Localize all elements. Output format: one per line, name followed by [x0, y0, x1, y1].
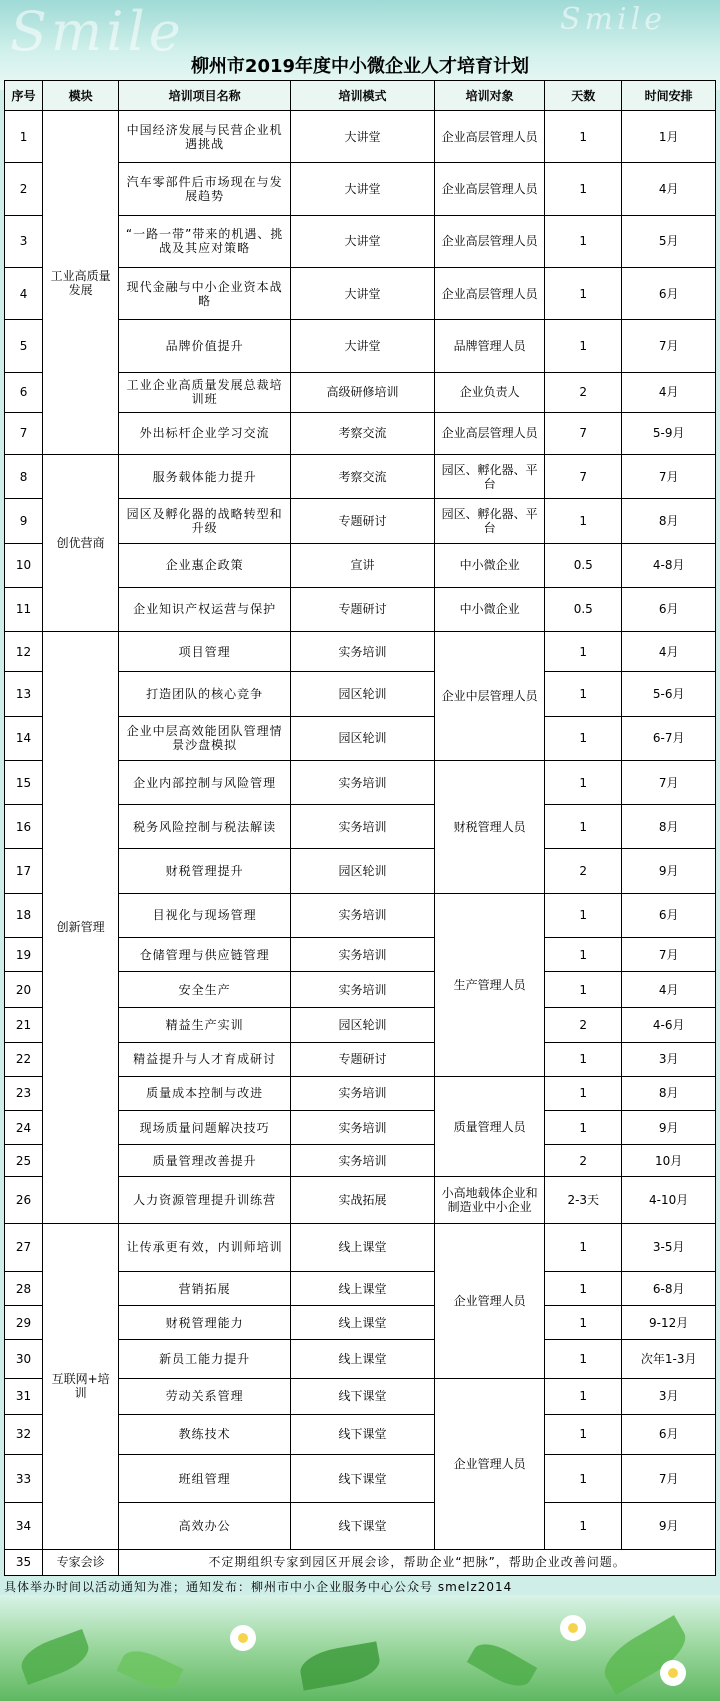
row-mode: 线上课堂: [291, 1223, 435, 1271]
row-name: 工业企业高质量发展总裁培训班: [119, 372, 291, 412]
row-name: 教练技术: [119, 1414, 291, 1454]
row-time: 4月: [622, 372, 716, 412]
row-time: 9月: [622, 849, 716, 893]
row-time: 9月: [622, 1110, 716, 1144]
row-mode: 大讲堂: [291, 320, 435, 372]
row-days: 1: [545, 499, 622, 543]
row-days: 1: [545, 1503, 622, 1549]
row-time: 4月: [622, 972, 716, 1008]
row-days: 7: [545, 412, 622, 454]
row-name: 目视化与现场管理: [119, 893, 291, 937]
merged-target-cell: 企业管理人员: [435, 1378, 545, 1549]
row-target: 品牌管理人员: [435, 320, 545, 372]
row-time: 6月: [622, 893, 716, 937]
row-days: 1: [545, 760, 622, 804]
row-no: 21: [5, 1008, 43, 1042]
module-cell: 创新管理: [43, 632, 119, 1224]
row-no: 26: [5, 1177, 43, 1223]
row-time: 6月: [622, 1414, 716, 1454]
row-target: 企业高层管理人员: [435, 412, 545, 454]
row-no: 8: [5, 455, 43, 499]
row-no: 17: [5, 849, 43, 893]
header-no: 序号: [5, 81, 43, 111]
row-name: 财税管理能力: [119, 1306, 291, 1340]
row-mode: 宣讲: [291, 543, 435, 587]
row-time: 6月: [622, 587, 716, 631]
row-time: 4月: [622, 632, 716, 672]
header-target: 培训对象: [435, 81, 545, 111]
row-no: 7: [5, 412, 43, 454]
row-days: 1: [545, 320, 622, 372]
flower-decoration: [660, 1660, 686, 1686]
row-mode: 实务培训: [291, 632, 435, 672]
row-target: 中小微企业: [435, 587, 545, 631]
row-days: 1: [545, 893, 622, 937]
decorative-script-right: Smile: [560, 2, 666, 37]
row-mode: 大讲堂: [291, 215, 435, 267]
row-days: 1: [545, 632, 622, 672]
row-no: 15: [5, 760, 43, 804]
table-header-row: [5, 81, 716, 111]
row-name: 外出标杆企业学习交流: [119, 412, 291, 454]
row-time: 9月: [622, 1503, 716, 1549]
row-mode: 园区轮训: [291, 1008, 435, 1042]
row-time: 7月: [622, 455, 716, 499]
row-time: 4-6月: [622, 1008, 716, 1042]
row-time: 10月: [622, 1145, 716, 1177]
row-no: 22: [5, 1042, 43, 1076]
row-days: 0.5: [545, 543, 622, 587]
footer-note: 具体举办时间以活动通知为准；通知发布：柳州市中小企业服务中心公众号 smelz2014: [4, 1580, 513, 1594]
row-mode: 实务培训: [291, 937, 435, 971]
row-mode: 专题研讨: [291, 587, 435, 631]
row-time: 4-8月: [622, 543, 716, 587]
row-no: 14: [5, 716, 43, 760]
row-mode: 实务培训: [291, 1076, 435, 1110]
row-days: 1: [545, 972, 622, 1008]
module-cell: 专家会诊: [43, 1549, 119, 1575]
row-name: 服务载体能力提升: [119, 455, 291, 499]
row-mode: 实战拓展: [291, 1177, 435, 1223]
row-name: 财税管理提升: [119, 849, 291, 893]
row-name: 企业惠企政策: [119, 543, 291, 587]
flower-decoration: [560, 1615, 586, 1641]
row-no: 29: [5, 1306, 43, 1340]
row-mode: 线上课堂: [291, 1271, 435, 1305]
decorative-script-left: Smile: [10, 0, 185, 63]
row-mode: 实务培训: [291, 805, 435, 849]
row-mode: 实务培训: [291, 1145, 435, 1177]
row-no: 23: [5, 1076, 43, 1110]
row-mode: 大讲堂: [291, 163, 435, 215]
table-row: [5, 111, 716, 163]
row-no: 9: [5, 499, 43, 543]
row-name: 打造团队的核心竞争: [119, 672, 291, 716]
row-days: 0.5: [545, 587, 622, 631]
row-name: 让传承更有效，内训师培训: [119, 1223, 291, 1271]
table-row: [5, 1223, 716, 1271]
row-name: 仓储管理与供应链管理: [119, 937, 291, 971]
row-days: 7: [545, 455, 622, 499]
row-no: 16: [5, 805, 43, 849]
row-name: 品牌价值提升: [119, 320, 291, 372]
table-row: [5, 632, 716, 672]
row-name: 质量管理改善提升: [119, 1145, 291, 1177]
row-mode: 高级研修培训: [291, 372, 435, 412]
row-time: 7月: [622, 760, 716, 804]
row-no: 28: [5, 1271, 43, 1305]
row-no: 33: [5, 1455, 43, 1503]
row-days: 1: [545, 1076, 622, 1110]
row-no: 19: [5, 937, 43, 971]
row-mode: 线下课堂: [291, 1378, 435, 1414]
row-no: 32: [5, 1414, 43, 1454]
row-time: 7月: [622, 937, 716, 971]
row-days: 2: [545, 849, 622, 893]
row-mode: 实务培训: [291, 1110, 435, 1144]
row-mode: 实务培训: [291, 760, 435, 804]
row-time: 3-5月: [622, 1223, 716, 1271]
row-target: 园区、孵化器、平台: [435, 455, 545, 499]
row-mode: 考察交流: [291, 412, 435, 454]
module-cell: 工业高质量发展: [43, 111, 119, 455]
row-mode: 园区轮训: [291, 672, 435, 716]
row-name: 中国经济发展与民营企业机遇挑战: [119, 111, 291, 163]
module-cell: 互联网+培训: [43, 1223, 119, 1549]
row-name: 高效办公: [119, 1503, 291, 1549]
row-no: 24: [5, 1110, 43, 1144]
row-no: 18: [5, 893, 43, 937]
row-no: 11: [5, 587, 43, 631]
row-target: 企业高层管理人员: [435, 111, 545, 163]
row-mode: 线上课堂: [291, 1340, 435, 1378]
row-no: 5: [5, 320, 43, 372]
row-days: 2: [545, 1008, 622, 1042]
row-time: 4月: [622, 163, 716, 215]
row-days: 1: [545, 267, 622, 319]
row-mode: 园区轮训: [291, 716, 435, 760]
row-mode: 园区轮训: [291, 849, 435, 893]
row-no: 3: [5, 215, 43, 267]
row-time: 5月: [622, 215, 716, 267]
row-target: 企业负责人: [435, 372, 545, 412]
header-module: 模块: [43, 81, 119, 111]
row-mode: 线下课堂: [291, 1503, 435, 1549]
expert-consultation-note: 不定期组织专家到园区开展会诊，帮助企业“把脉”，帮助企业改善问题。: [119, 1549, 716, 1575]
row-days: 1: [545, 716, 622, 760]
flower-decoration: [230, 1625, 256, 1651]
module-cell: 创优营商: [43, 455, 119, 632]
row-name: 质量成本控制与改进: [119, 1076, 291, 1110]
header-name: 培训项目名称: [119, 81, 291, 111]
row-no: 25: [5, 1145, 43, 1177]
row-mode: 考察交流: [291, 455, 435, 499]
page-title: 柳州市2019年度中小微企业人才培育计划: [190, 56, 530, 77]
row-name: 精益提升与人才育成研讨: [119, 1042, 291, 1076]
merged-target-cell: 企业中层管理人员: [435, 632, 545, 761]
row-mode: 线下课堂: [291, 1414, 435, 1454]
row-name: 企业知识产权运营与保护: [119, 587, 291, 631]
row-mode: 线下课堂: [291, 1455, 435, 1503]
row-no: 35: [5, 1549, 43, 1575]
row-days: 2: [545, 1145, 622, 1177]
row-no: 20: [5, 972, 43, 1008]
row-time: 3月: [622, 1042, 716, 1076]
row-target: 企业高层管理人员: [435, 267, 545, 319]
row-mode: 大讲堂: [291, 267, 435, 319]
row-name: 新员工能力提升: [119, 1340, 291, 1378]
row-time: 5-9月: [622, 412, 716, 454]
training-plan-table: [4, 80, 716, 1576]
row-mode: 大讲堂: [291, 111, 435, 163]
row-name: 班组管理: [119, 1455, 291, 1503]
row-target: 企业高层管理人员: [435, 163, 545, 215]
row-days: 1: [545, 1110, 622, 1144]
row-days: 2: [545, 372, 622, 412]
row-no: 12: [5, 632, 43, 672]
row-name: “一路一带”带来的机遇、挑战及其应对策略: [119, 215, 291, 267]
row-time: 9-12月: [622, 1306, 716, 1340]
header-days: 天数: [545, 81, 622, 111]
row-target: 小高地载体企业和制造业中小企业: [435, 1177, 545, 1223]
header-mode: 培训模式: [291, 81, 435, 111]
row-name: 税务风险控制与税法解读: [119, 805, 291, 849]
row-name: 企业中层高效能团队管理情景沙盘模拟: [119, 716, 291, 760]
row-name: 项目管理: [119, 632, 291, 672]
row-time: 6-7月: [622, 716, 716, 760]
row-no: 27: [5, 1223, 43, 1271]
row-days: 2-3天: [545, 1177, 622, 1223]
row-days: 1: [545, 1414, 622, 1454]
row-name: 营销拓展: [119, 1271, 291, 1305]
row-mode: 专题研讨: [291, 1042, 435, 1076]
row-no: 31: [5, 1378, 43, 1414]
row-no: 1: [5, 111, 43, 163]
row-days: 1: [545, 805, 622, 849]
row-days: 1: [545, 672, 622, 716]
table-row: [5, 455, 716, 499]
merged-target-cell: 财税管理人员: [435, 760, 545, 893]
row-mode: 线上课堂: [291, 1306, 435, 1340]
row-days: 1: [545, 937, 622, 971]
row-days: 1: [545, 1042, 622, 1076]
row-name: 安全生产: [119, 972, 291, 1008]
row-name: 园区及孵化器的战略转型和升级: [119, 499, 291, 543]
header-time: 时间安排: [622, 81, 716, 111]
row-target: 企业高层管理人员: [435, 215, 545, 267]
row-name: 精益生产实训: [119, 1008, 291, 1042]
row-days: 1: [545, 215, 622, 267]
row-no: 30: [5, 1340, 43, 1378]
row-time: 6月: [622, 267, 716, 319]
row-time: 5-6月: [622, 672, 716, 716]
row-time: 8月: [622, 1076, 716, 1110]
row-name: 汽车零部件后市场现在与发展趋势: [119, 163, 291, 215]
row-time: 次年1-3月: [622, 1340, 716, 1378]
row-days: 1: [545, 1306, 622, 1340]
row-no: 34: [5, 1503, 43, 1549]
row-target: 中小微企业: [435, 543, 545, 587]
table-row: [5, 1549, 716, 1575]
row-name: 现代金融与中小企业资本战略: [119, 267, 291, 319]
merged-target-cell: 企业管理人员: [435, 1223, 545, 1378]
row-time: 3月: [622, 1378, 716, 1414]
row-days: 1: [545, 1340, 622, 1378]
row-name: 企业内部控制与风险管理: [119, 760, 291, 804]
row-name: 现场质量问题解决技巧: [119, 1110, 291, 1144]
row-days: 1: [545, 1455, 622, 1503]
row-target: 园区、孵化器、平台: [435, 499, 545, 543]
merged-target-cell: 质量管理人员: [435, 1076, 545, 1177]
row-days: 1: [545, 111, 622, 163]
row-days: 1: [545, 1271, 622, 1305]
merged-target-cell: 生产管理人员: [435, 893, 545, 1076]
row-time: 7月: [622, 320, 716, 372]
row-no: 4: [5, 267, 43, 319]
row-time: 8月: [622, 499, 716, 543]
row-time: 4-10月: [622, 1177, 716, 1223]
row-mode: 实务培训: [291, 893, 435, 937]
row-days: 1: [545, 1378, 622, 1414]
row-name: 劳动关系管理: [119, 1378, 291, 1414]
row-days: 1: [545, 163, 622, 215]
row-mode: 专题研讨: [291, 499, 435, 543]
row-time: 8月: [622, 805, 716, 849]
row-mode: 实务培训: [291, 972, 435, 1008]
row-no: 6: [5, 372, 43, 412]
row-no: 2: [5, 163, 43, 215]
row-time: 7月: [622, 1455, 716, 1503]
row-no: 10: [5, 543, 43, 587]
row-no: 13: [5, 672, 43, 716]
row-time: 1月: [622, 111, 716, 163]
row-days: 1: [545, 1223, 622, 1271]
row-name: 人力资源管理提升训练营: [119, 1177, 291, 1223]
row-time: 6-8月: [622, 1271, 716, 1305]
